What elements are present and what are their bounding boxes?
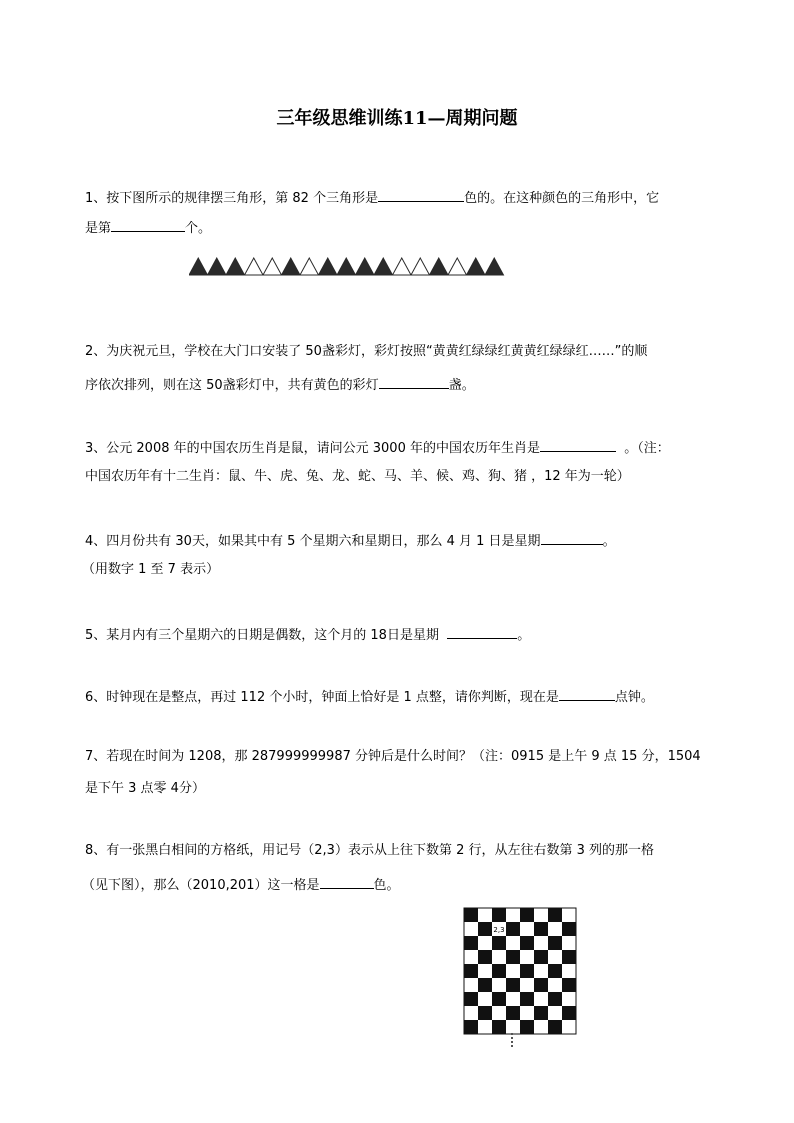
board-cell-white: [492, 950, 506, 964]
board-cell-white: [464, 922, 478, 936]
board-cell-black: [520, 1020, 534, 1034]
board-cell-white: [520, 922, 534, 936]
question-2-line-1: 2、为庆祝元旦，学校在大门口安装了 50盏彩灯，彩灯按照“黄黄红绿绿红黄黄红绿绿红……”的顺: [85, 344, 648, 359]
board-cell-white: [492, 978, 506, 992]
board-cell-black: [464, 964, 478, 978]
question-4-blank[interactable]: [541, 530, 603, 545]
triangle-white: [393, 258, 412, 275]
board-cell-black: [534, 922, 548, 936]
board-cell-white: [534, 1020, 548, 1034]
question-5-text-b: 。: [517, 628, 531, 643]
question-4-text-b: 。: [602, 534, 616, 549]
question-1-text-c: 是第: [85, 221, 112, 236]
board-cell-white: [562, 992, 576, 1006]
board-cell-white: [464, 950, 478, 964]
triangle-black: [485, 258, 504, 275]
question-3-text-a: 3、公元 2008 年的中国农历生肖是鼠，请问公元 3000 年的中国农历年生肖是: [85, 441, 540, 456]
board-cell-white: [506, 992, 520, 1006]
triangle-black: [467, 258, 486, 275]
triangle-black: [356, 258, 375, 275]
board-cell-black: [478, 950, 492, 964]
board-cell-black: [548, 908, 562, 922]
board-cell-black: [464, 992, 478, 1006]
board-cell-black: [492, 908, 506, 922]
question-2-blank[interactable]: [379, 374, 449, 389]
checkerboard-figure: [462, 906, 582, 1036]
board-cell-white: [520, 1006, 534, 1020]
board-cell-black: [492, 992, 506, 1006]
page-title: 三年级思维训练11—周期问题: [276, 108, 518, 129]
question-8-text-a: （见下图），那么（2010,201）这一格是: [82, 878, 320, 893]
question-6-line-1: [85, 686, 654, 707]
board-cell-black: [506, 950, 520, 964]
board-cell-white: [520, 950, 534, 964]
triangle-black: [319, 258, 338, 275]
board-cell-black: [464, 908, 478, 922]
triangle-white: [245, 258, 264, 275]
board-cell-white: [534, 908, 548, 922]
board-cell-white: [534, 964, 548, 978]
question-1-text-a: 1、按下图所示的规律摆三角形，第 82 个三角形是: [85, 191, 379, 206]
board-cell-white: [506, 964, 520, 978]
board-cell-black: [492, 964, 506, 978]
triangle-black: [374, 258, 393, 275]
board-cell-black: [548, 936, 562, 950]
triangle-black: [189, 258, 208, 275]
board-cell-white: [506, 908, 520, 922]
board-cell-white: [562, 936, 576, 950]
board-cell-black: [534, 978, 548, 992]
question-7-line-1: 7、若现在时间为 1208，那 287999999987 分钟后是什么时间？（注：0915 是上午 9 点 15 分，1504: [85, 749, 701, 764]
board-cell-white: [506, 1020, 520, 1034]
triangle-black: [208, 258, 227, 275]
triangle-black: [337, 258, 356, 275]
question-4-text-a: 4、四月份共有 30天，如果其中有 5 个星期六和星期日，那么 4 月 1 日是星期: [85, 534, 541, 549]
triangle-black: [226, 258, 245, 275]
board-cell-white: [506, 936, 520, 950]
question-3-line-1: [85, 437, 670, 458]
question-1-text-b: 色的。在这种颜色的三角形中，它: [464, 191, 660, 206]
question-4-line-2: （用数字 1 至 7 表示）: [82, 562, 220, 577]
board-cell-white: [478, 964, 492, 978]
question-3-text-b: 。（注：: [624, 441, 670, 456]
board-cell-white: [492, 1006, 506, 1020]
board-cell-black: [534, 950, 548, 964]
board-cell-white: [478, 1020, 492, 1034]
board-cell-white: [464, 1006, 478, 1020]
board-cell-white: [548, 978, 562, 992]
question-2-text-a: 序依次排列，则在这 50盏彩灯中，共有黄色的彩灯: [85, 378, 379, 393]
board-cell-black: [506, 922, 520, 936]
board-cell-black: [506, 978, 520, 992]
board-cell-black: [464, 936, 478, 950]
board-cell-black: [562, 950, 576, 964]
board-cell-white: [548, 1006, 562, 1020]
board-cell-white: [464, 978, 478, 992]
question-3-blank[interactable]: [540, 437, 616, 452]
board-cell-black: [506, 1006, 520, 1020]
question-8-blank[interactable]: [320, 874, 374, 889]
board-cell-black: [520, 964, 534, 978]
board-cell-white: [478, 992, 492, 1006]
question-6-text-a: 6、时钟现在是整点，再过 112 个小时，钟面上恰好是 1 点整，请你判断，现在是: [85, 690, 559, 705]
board-cell-white: [562, 964, 576, 978]
board-cell-black: [478, 978, 492, 992]
triangle-white: [448, 258, 467, 275]
triangle-pattern: [189, 257, 505, 277]
board-cell-black: [492, 936, 506, 950]
board-cell-black: [562, 978, 576, 992]
board-cell-black: [548, 964, 562, 978]
question-4-line-1: [85, 530, 616, 551]
board-cell-black: [548, 992, 562, 1006]
question-5-line-1: [85, 624, 530, 645]
triangle-white: [263, 258, 282, 275]
board-cell-black: [562, 1006, 576, 1020]
board-cell-white: [548, 950, 562, 964]
question-8-line-2: [82, 874, 400, 895]
board-cell-black: [520, 992, 534, 1006]
board-cell-white: [534, 992, 548, 1006]
triangle-black: [430, 258, 449, 275]
board-cell-white: [562, 908, 576, 922]
question-8-text-b: 色。: [373, 878, 400, 893]
board-cell-black: [464, 1020, 478, 1034]
board-cell-black: [548, 1020, 562, 1034]
board-cell-black: [478, 922, 492, 936]
triangle-white: [300, 258, 319, 275]
board-cell-white: [548, 922, 562, 936]
board-cell-white: [520, 978, 534, 992]
continuation-dots: [511, 1033, 515, 1047]
board-cell-black: [492, 1020, 506, 1034]
question-2-text-b: 盏。: [448, 378, 475, 393]
question-5-blank[interactable]: [447, 624, 517, 639]
board-cell-white: [534, 936, 548, 950]
question-1-line-1: [85, 187, 659, 208]
board-label-2-3: 2,3: [493, 926, 505, 934]
board-cell-white: [478, 936, 492, 950]
question-7-line-2: 是下午 3 点零 4分）: [85, 781, 205, 796]
board-cell-white: [478, 908, 492, 922]
question-1-blank-position[interactable]: [111, 217, 185, 232]
question-1-line-2: [85, 217, 211, 238]
question-5-text-a: 5、某月内有三个星期六的日期是偶数，这个月的 18日是星期: [85, 628, 439, 643]
question-3-line-2: 中国农历年有十二生肖：鼠、牛、虎、兔、龙、蛇、马、羊、候、鸡、狗、猪 ，12 年为一轮）: [85, 469, 630, 484]
question-6-blank[interactable]: [559, 686, 615, 701]
question-2-line-2: [85, 374, 475, 395]
board-cell-black: [478, 1006, 492, 1020]
board-cell-white: [562, 1020, 576, 1034]
triangle-white: [411, 258, 430, 275]
question-6-text-b: 点钟。: [614, 690, 654, 705]
question-1-blank-color[interactable]: [378, 187, 464, 202]
question-8-line-1: 8、有一张黑白相间的方格纸，用记号（2,3）表示从上往下数第 2 行，从左往右数第 3 列的那一格: [85, 843, 655, 858]
board-cell-black: [534, 1006, 548, 1020]
board-cell-black: [562, 922, 576, 936]
board-cell-black: [520, 908, 534, 922]
triangle-black: [282, 258, 301, 275]
question-1-text-d: 个。: [185, 221, 212, 236]
board-cell-black: [520, 936, 534, 950]
